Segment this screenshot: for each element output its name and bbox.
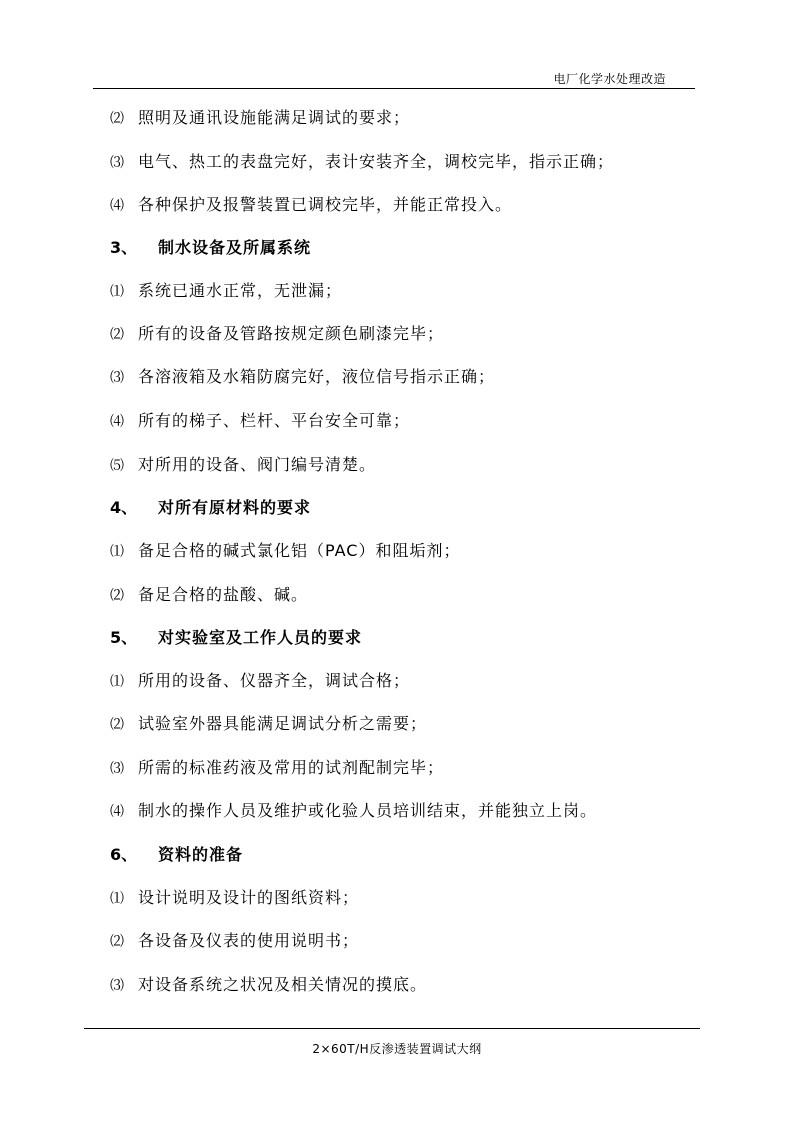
footer-divider: [84, 1028, 700, 1029]
list-item: [110, 455, 376, 476]
list-item: [110, 714, 427, 735]
page-footer-title: 2×60T/H反渗透装置调试大纲: [312, 1042, 482, 1056]
list-item: [110, 195, 512, 216]
item-number: ⑷: [110, 198, 124, 214]
section-number: 6、: [110, 845, 138, 864]
item-text: 备足合格的盐酸、碱。: [138, 585, 309, 604]
section-heading: [110, 628, 362, 648]
item-number: ⑵: [110, 327, 124, 343]
item-number: ⑴: [110, 674, 124, 690]
section-title: 对实验室及工作人员的要求: [158, 628, 363, 647]
section-heading: [110, 238, 311, 258]
item-text: 各溶液箱及水箱防腐完好，液位信号指示正确；: [138, 367, 496, 386]
section-title: 对所有原材料的要求: [158, 498, 312, 517]
item-number: ⑴: [110, 544, 124, 560]
list-item: [110, 152, 614, 173]
list-item: [110, 888, 359, 909]
item-number: ⑵: [110, 934, 124, 950]
list-item: [110, 975, 427, 996]
list-item: [110, 411, 410, 432]
list-item: [110, 801, 597, 822]
item-number: ⑵: [110, 588, 124, 604]
item-number: ⑶: [110, 761, 124, 777]
item-number: ⑴: [110, 284, 124, 300]
section-heading: [110, 498, 311, 518]
item-text: 所有的设备及管路按规定颜色刷漆完毕；: [138, 324, 445, 343]
list-item: [110, 541, 460, 562]
item-text: 所有的梯子、栏杆、平台安全可靠；: [138, 411, 411, 430]
list-item: [110, 367, 495, 388]
item-number: ⑶: [110, 370, 124, 386]
list-item: [110, 108, 410, 129]
list-item: [110, 281, 342, 302]
section-number: 5、: [110, 628, 138, 647]
section-number: 3、: [110, 238, 138, 257]
list-item: [110, 324, 444, 345]
page-header-title: 电厂化学水处理改造: [553, 72, 666, 86]
section-title: 制水设备及所属系统: [158, 238, 312, 257]
item-number: ⑸: [110, 458, 124, 474]
header-divider: [93, 88, 695, 89]
item-text: 所用的设备、仪器齐全，调试合格；: [138, 671, 411, 690]
list-item: [110, 585, 308, 606]
item-text: 电气、热工的表盘完好，表计安装齐全，调校完毕，指示正确；: [138, 152, 615, 171]
section-title: 资料的准备: [158, 845, 244, 864]
item-number: ⑷: [110, 804, 124, 820]
item-text: 照明及通讯设施能满足调试的要求；: [138, 108, 411, 127]
item-number: ⑵: [110, 717, 124, 733]
item-text: 对设备系统之状况及相关情况的摸底。: [138, 975, 428, 994]
item-text: 所需的标准药液及常用的试剂配制完毕；: [138, 758, 445, 777]
item-number: ⑴: [110, 891, 124, 907]
section-heading: [110, 845, 243, 865]
item-text: 各种保护及报警装置已调校完毕，并能正常投入。: [138, 195, 513, 214]
list-item: [110, 758, 444, 779]
item-text: 制水的操作人员及维护或化验人员培训结束，并能独立上岗。: [138, 801, 598, 820]
item-number: ⑶: [110, 155, 124, 171]
item-text: 各设备及仪表的使用说明书；: [138, 931, 360, 950]
item-text: 设计说明及设计的图纸资料；: [138, 888, 360, 907]
item-text: 对所用的设备、阀门编号清楚。: [138, 455, 377, 474]
item-number: ⑶: [110, 978, 124, 994]
list-item: [110, 671, 410, 692]
item-text: 系统已通水正常，无泄漏；: [138, 281, 343, 300]
section-number: 4、: [110, 498, 138, 517]
item-text: 备足合格的碱式氯化铝（PAC）和阻垢剂；: [138, 541, 461, 560]
item-text: 试验室外器具能满足调试分析之需要；: [138, 714, 428, 733]
item-number: ⑵: [110, 111, 124, 127]
list-item: [110, 931, 359, 952]
item-number: ⑷: [110, 414, 124, 430]
